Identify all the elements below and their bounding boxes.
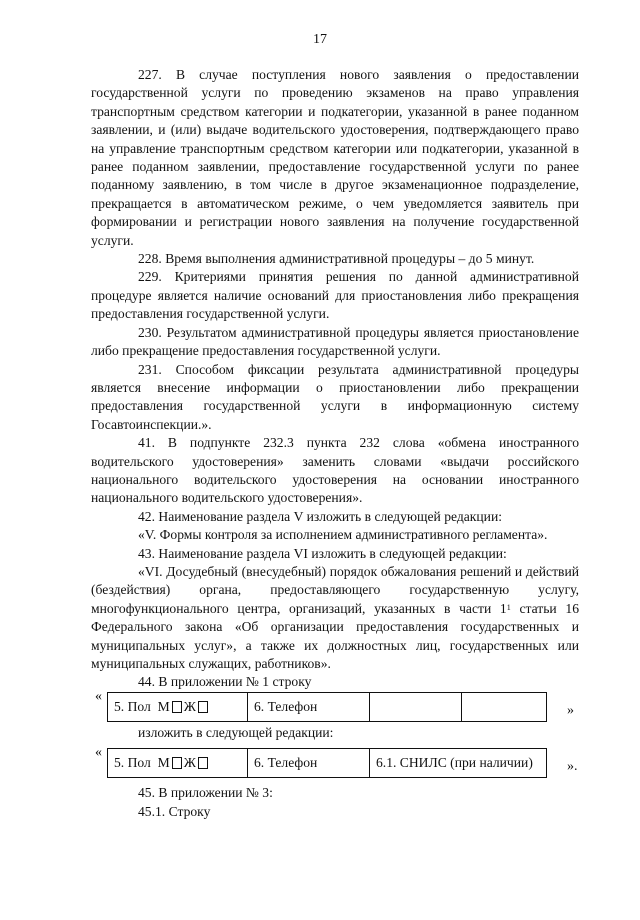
- open-quote: «: [95, 688, 102, 704]
- paragraph-section-vi: [91, 563, 579, 673]
- gender-label: 5. Пол: [114, 698, 151, 714]
- paragraph-45: 45. В приложении № 3:: [138, 785, 273, 801]
- male-label: М: [157, 755, 170, 770]
- female-label: Ж: [183, 698, 196, 714]
- old-row-table: [107, 692, 547, 722]
- cell-empty-2: [462, 693, 546, 721]
- paragraph-section-v: «V. Формы контроля за исполнением административного регламента».: [138, 527, 548, 543]
- cell-snils: 6.1. СНИЛС (при наличии): [376, 755, 533, 770]
- document-body: [91, 66, 579, 821]
- close-quote: »: [567, 702, 574, 718]
- replace-text: изложить в следующей редакции:: [138, 724, 334, 740]
- paragraph-45-1: 45.1. Строку: [138, 803, 211, 819]
- paragraph-41: 41. В подпункте 232.3 пункта 232 слова «обмена иностранного водительского удостоверения» заменить словами «выдачи российского национального водительского удостоверения на основании иностранного национального водительского удостоверения».: [91, 435, 579, 506]
- male-label: М: [157, 698, 170, 714]
- paragraph-230: 230. Результатом административной процедуры является приостановление либо прекращение предоставления государственной услуги.: [91, 324, 579, 359]
- checkbox-male-icon: [172, 701, 182, 713]
- paragraph-43: 43. Наименование раздела VI изложить в следующей редакции:: [138, 545, 507, 561]
- superscript-one: 1: [506, 602, 511, 612]
- close-quote: ».: [567, 759, 578, 775]
- cell-phone: 6. Телефон: [248, 749, 370, 777]
- cell-gender: [108, 749, 248, 777]
- paragraph-227: 227. В случае поступления нового заявления о предоставлении государственной услуги по проведению экзаменов на право управления транспортным средством категории и подкатегории, указанной в ранее поданном заявлении, и (или) выдаче водительского удостоверения, подтверждающего право на управление транспортным средством категории или подкатегории, указанной в ранее поданном заявлении, предоставление государственной услуги по ранее поданному заявлению, в том числе в другое экзаменационное подразделение, прекращается в автоматическом режиме, о чем уведомляется заявитель при формировании и регистрации нового заявления на получение государственной услуги.: [91, 67, 579, 248]
- open-quote: «: [95, 745, 102, 761]
- paragraph-44: 44. В приложении № 1 строку: [138, 674, 312, 690]
- section-vi-text-b: статьи 16 Федерального закона «Об организации предоставления государственных и муниципальных услуг», а также их должностных лиц, государственных или муниципальных служащих, работников».: [91, 600, 579, 671]
- female-label: Ж: [183, 755, 196, 770]
- gender-label: 5. Пол: [114, 755, 151, 770]
- paragraph-228: 228. Время выполнения административной процедуры – до 5 минут.: [138, 251, 535, 267]
- cell-empty-1: [370, 693, 462, 721]
- checkbox-female-icon: [198, 701, 208, 713]
- checkbox-female-icon: [198, 757, 208, 769]
- paragraph-229: 229. Критериями принятия решения по данной административной процедуре является наличие оснований для приостановления либо прекращения предоставления государственной услуги.: [91, 269, 579, 322]
- old-row-wrapper: [91, 688, 579, 722]
- page-number: 17: [313, 32, 327, 47]
- cell-gender: [108, 693, 248, 721]
- section-vi-text-a: «VI. Досудебный (внесудебный) порядок обжалования решений и действий (бездействия) органа, предоставляющего государственную услугу, многофункционального центра, организаций, указанных в части 1: [91, 563, 579, 616]
- paragraph-42: 42. Наименование раздела V изложить в следующей редакции:: [138, 508, 502, 524]
- cell-phone: 6. Телефон: [248, 693, 370, 721]
- new-row-wrapper: [91, 745, 579, 778]
- checkbox-male-icon: [172, 757, 182, 769]
- paragraph-231: 231. Способом фиксации результата административной процедуры является внесение информации о приостановлении либо прекращении предоставления государственной услуги в информационную систему Госавтоинспекции.».: [91, 361, 579, 432]
- new-row-table: [107, 748, 547, 778]
